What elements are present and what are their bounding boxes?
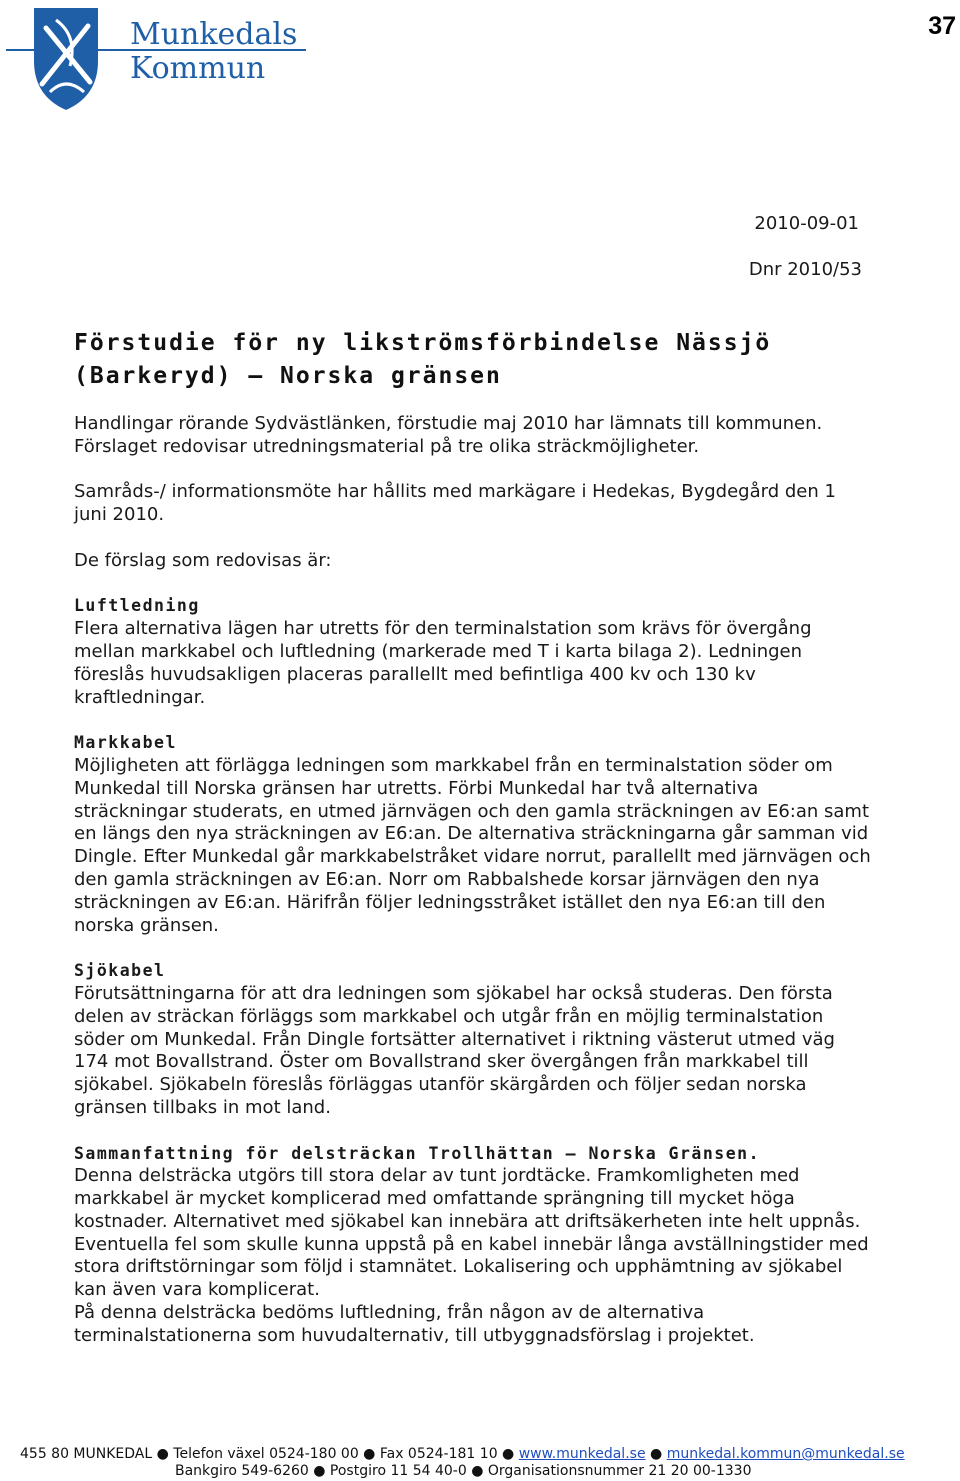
section-text: Förutsättningarna för att dra ledningen som sjökabel har också studeras. Den första delen av sträckan förläggs som markkabel och utgår från en möjlig terminalstation söder om Munkedal. Från Dingle fortsätter alternativet i riktning västerut utmed väg 174 mot Bovallstrand. Öster om Bovallstrand sker övergången från markkabel till sjökabel. Sjökabeln föreslås förläggas utanför skärgården och följer sedan norska gränsen tillbaks in mot land.	[74, 982, 835, 1118]
website-link[interactable]: www.munkedal.se	[518, 1446, 646, 1462]
section-conclusion: På denna delsträcka bedöms luftledning, från någon av de alternativa terminalstationerna som huvudalternativ, till utbyggnadsförslag i projektet.	[74, 1302, 755, 1346]
section-summary	[74, 1143, 874, 1348]
document-reference-number: Dnr 2010/53	[748, 259, 862, 280]
section-luftledning	[74, 595, 874, 709]
section-heading: Sammanfattning för delsträckan Trollhättan – Norska Gränsen.	[74, 1143, 761, 1163]
section-text: Flera alternativa lägen har utretts för den terminalstation som krävs för övergång mellan markkabel och luftledning (markerade med T i karta bilaga 2). Ledningen föreslås huvudsakligen placeras parallellt med befintliga 400 kv och 130 kv kraftledningar.	[74, 618, 812, 708]
intro-paragraph: Samråds-/ informationsmöte har hållits med markägare i Hedekas, Bygdegård den 1 juni 2010.	[74, 481, 836, 526]
section-heading: Markkabel	[74, 733, 177, 753]
footer-contact-line	[20, 1446, 905, 1463]
logo-text-line2: Kommun	[130, 51, 266, 86]
page-title: Förstudie för ny likströmsförbindelse Nässjö (Barkeryd) – Norska gränsen	[74, 330, 772, 389]
municipality-logo	[6, 6, 316, 112]
intro-paragraph: Handlingar rörande Sydvästlänken, förstudie maj 2010 har lämnats till kommunen. Förslaget redovisar utredningsmaterial på tre olika sträckmöjligheter.	[74, 413, 823, 457]
logo-text-line1: Munkedals	[130, 17, 298, 52]
email-link[interactable]: munkedal.kommun@munkedal.se	[666, 1446, 905, 1462]
page-number: 37	[928, 12, 956, 40]
section-heading: Sjökabel	[74, 961, 166, 981]
section-sjokabel	[74, 960, 874, 1120]
footer-separator: ●	[645, 1446, 667, 1462]
document-date: 2010-09-01	[754, 213, 859, 234]
section-markkabel	[74, 732, 874, 937]
section-text: Denna delsträcka utgörs till stora delar av tunt jordtäcke. Framkomligheten med markkabel är mycket komplicerad med omfattande sprängning till mycket höga kostnader. Alternativet med sjökabel kan innebära att driftsäkerheten inte helt uppnås. Eventuella fel som skulle kunna uppstå på en kabel innebär långa avställningstider med stora driftstörningar som följd i stamnätet. Lokalisering och upphämtning av sjökabel kan även vara komplicerat.	[74, 1165, 869, 1301]
footer-bank-line: Bankgiro 549-6260 ● Postgiro 11 54 40-0 ● Organisationsnummer 21 20 00-1330	[175, 1463, 752, 1479]
footer-address: 455 80 MUNKEDAL ● Telefon växel 0524-180 00 ● Fax 0524-181 10 ●	[20, 1446, 519, 1462]
section-heading: Luftledning	[74, 596, 200, 616]
intro-paragraph: De förslag som redovisas är:	[74, 549, 332, 571]
document-body	[74, 413, 874, 1370]
section-text: Möjligheten att förlägga ledningen som markkabel från en terminalstation söder om Munkedal till Norska gränsen har utretts. Förbi Munkedal har två alternativa sträckningar studerats, en utmed järnvägen och den gamla sträckningen av E6:an samt en längs den nya sträckningen av E6:an. De alternativa sträckningarna går samman vid Dingle. Efter Munkedal går markkabelstråket vidare norrut, parallellt med järnvägen och den gamla sträckningen av E6:an. Norr om Rabbalshede korsar järnvägen den nya sträckningen av E6:an. Härifrån följer ledningsstråket istället den nya E6:an till den norska gränsen.	[74, 754, 871, 936]
